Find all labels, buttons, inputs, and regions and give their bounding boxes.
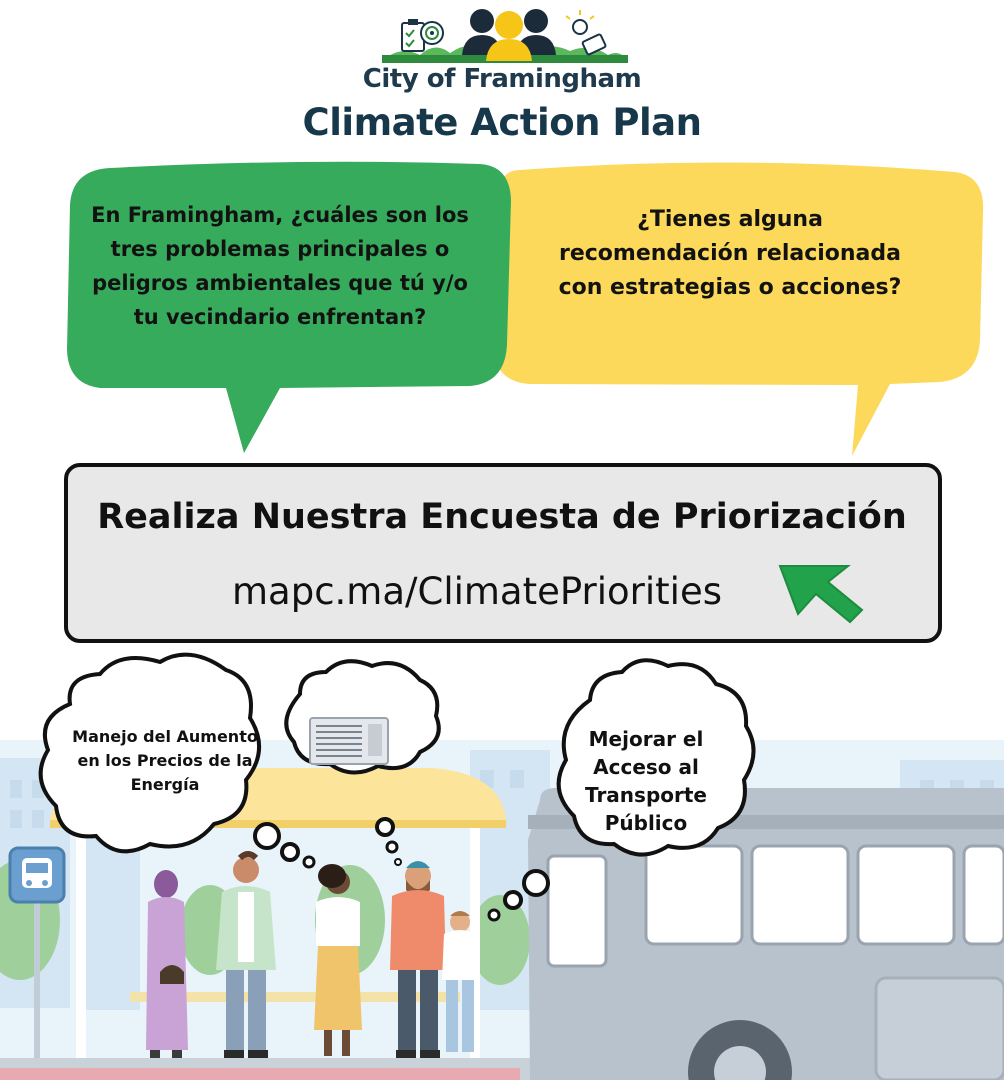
air-conditioner-icon	[310, 718, 388, 764]
thought-energy-text: Manejo del Aumento en los Precios de la Energía	[72, 727, 258, 794]
survey-link[interactable]: mapc.ma/ClimatePriorities	[232, 570, 722, 613]
thought-cloud-ac	[286, 661, 438, 865]
cursor-arrow-icon	[776, 560, 868, 628]
city-name: City of Framingham	[362, 64, 642, 94]
survey-title: Realiza Nuestra Encuesta de Priorización	[97, 497, 907, 537]
plan-title: Climate Action Plan	[302, 101, 702, 144]
yellow-bubble-text: ¿Tienes alguna recomendación relacionada con estrategias o acciones?	[558, 207, 902, 300]
thought-transport-text: Mejorar el Acceso al Transporte Público	[585, 727, 707, 835]
green-bubble-text: En Framingham, ¿cuáles son los tres problemas principales o peligros ambientales que tú y/o tu vecindario enfrentan?	[91, 203, 469, 329]
